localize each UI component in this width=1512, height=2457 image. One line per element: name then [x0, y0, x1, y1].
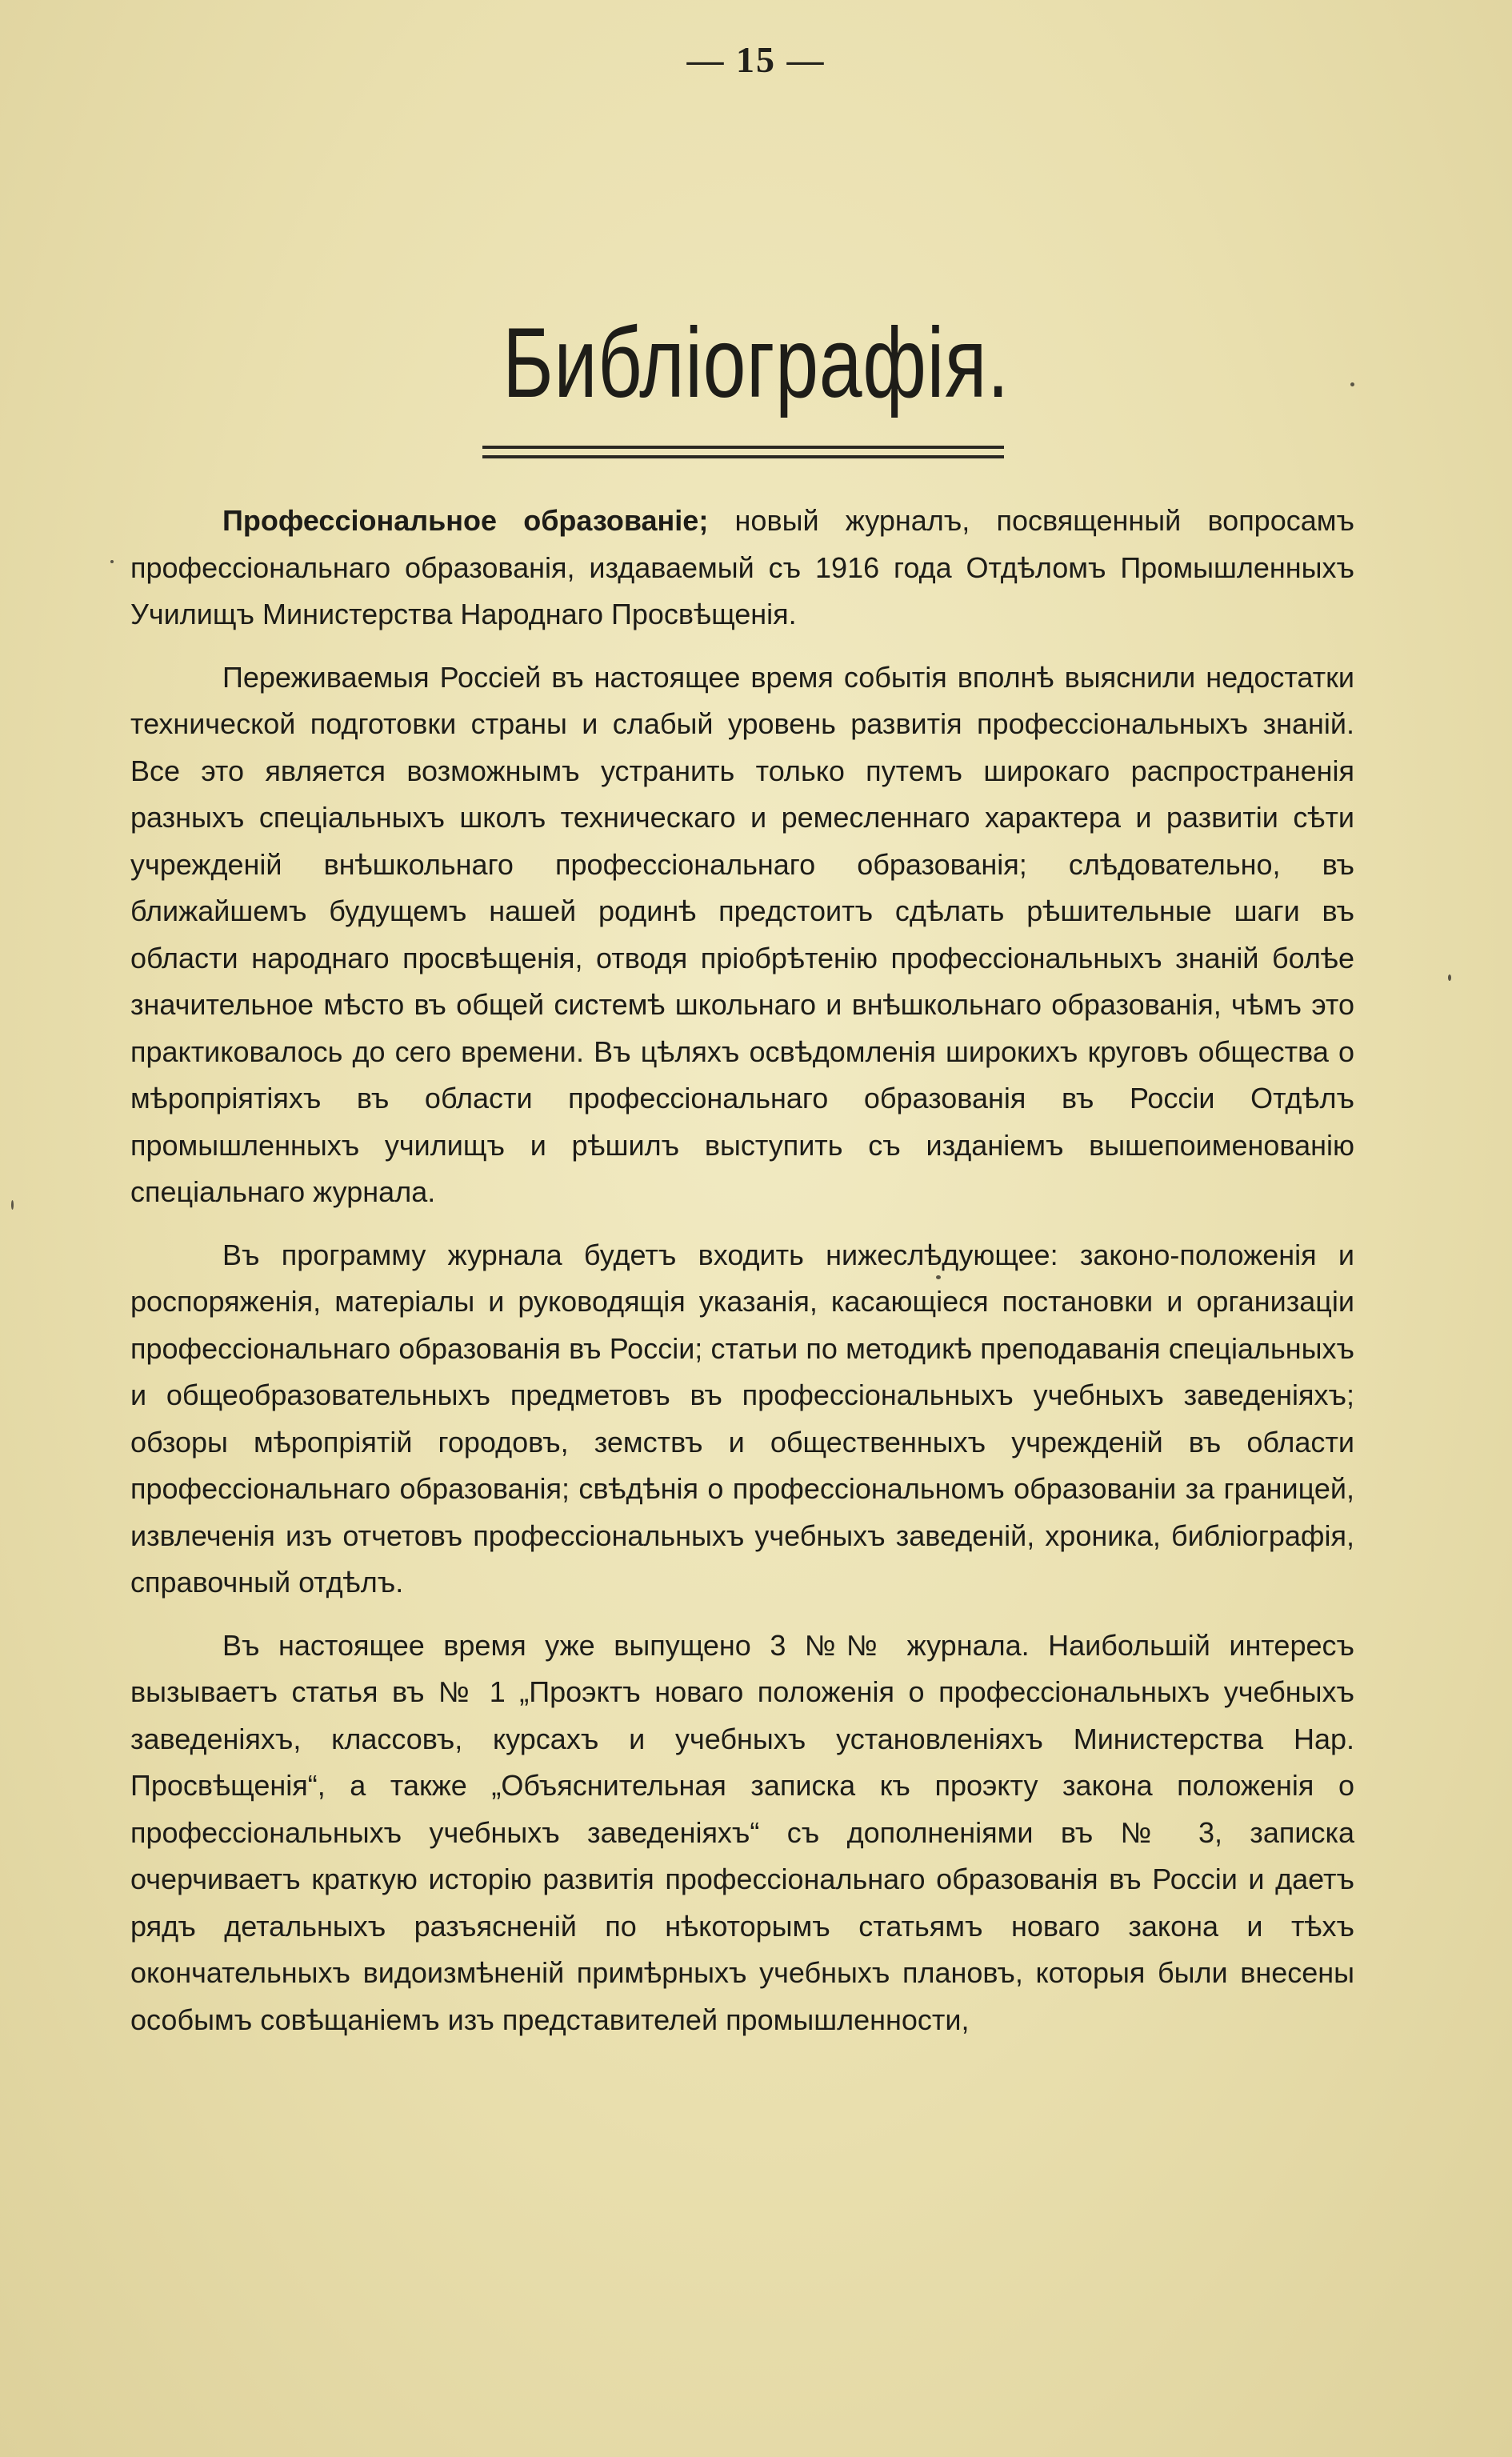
- paragraph-4: Въ настоящее время уже выпущено 3 №№ журнала. Наибольшій интересъ вызываетъ статья въ № 1 „Проэктъ новаго положенія о профессіональныхъ учебныхъ заведеніяхъ, классовъ, курсахъ и учебныхъ установленіяхъ Министерства Нар. Просвѣщенія“, а также „Объяснительная записка къ проэкту закона положенія о профессіональныхъ учебныхъ заведеніяхъ“ съ дополненіями въ № 3, записка очерчиваетъ краткую исторію развитія профессіональнаго образованія въ Россіи и даетъ рядъ детальныхъ разъясненій по нѣкоторымъ статьямъ новаго закона и тѣхъ окончательныхъ видоизмѣненій примѣрныхъ учебныхъ плановъ, которыя были внесены особымъ совѣщаніемъ изъ представителей промышленности,: [130, 1628, 1354, 2036]
- section-title: Библіографія.: [502, 308, 1010, 418]
- paper-speck: [110, 560, 114, 563]
- page-number: — 15 —: [686, 39, 826, 80]
- paper-speck: [936, 1275, 941, 1279]
- paragraph-2: Переживаемыя Россіей въ настоящее время событія вполнѣ выяснили недостатки технической подготовки страны и слабый уровень развитія профессіональныхъ знаній. Все это является возможнымъ устранить только путемъ широкаго распространенія разныхъ спеціальныхъ школъ техническаго и ремесленнаго характера и развитіи сѣти учрежденій внѣшкольнаго профессіональнаго образованія; слѣдовательно, въ ближайшемъ будущемъ нашей родинѣ предстоитъ сдѣлать рѣшительные шаги въ области народнаго просвѣщенія, отводя пріобрѣтенію профессіональныхъ знаній болѣе значительное мѣсто въ общей системѣ школьнаго и внѣшкольнаго образованія, чѣмъ это практиковалось до сего времени. Въ цѣляхъ освѣдомленія широкихъ круговъ общества о мѣропріятіяхъ въ области профессіональнаго образованія въ Россіи Отдѣлъ промышленныхъ училищъ и рѣшилъ выступить съ изданіемъ вышепоименованію спеціальнаго журнала.: [130, 660, 1354, 1208]
- article-body: [130, 498, 1354, 2043]
- paper-speck: [1448, 974, 1451, 981]
- title-underline-top: [482, 446, 1004, 449]
- paper-speck: [11, 1200, 14, 1210]
- paper-speck: [1350, 382, 1354, 386]
- journal-title: Профессіональное образованіе;: [222, 504, 709, 537]
- paragraph-1-text: новый журналъ, посвященный вопросамъ профессіональнаго образованія, издаваемый съ 1916 года Отдѣломъ Промышленныхъ Училищъ Министерства Народнаго Просвѣщенія.: [130, 504, 1354, 630]
- title-underline-bottom: [482, 455, 1004, 458]
- paragraph-3: Въ программу журнала будетъ входить нижеслѣдующее: законо-положенія и роспоряженія, матеріалы и руководящія указанія, касающіеся постановки и организаціи профессіональнаго образованія въ Россіи; статьи по методикѣ преподаванія спеціальныхъ и общеобразовательныхъ предметовъ въ профессіональныхъ учебныхъ заведеніяхъ; обзоры мѣропріятій городовъ, земствъ и общественныхъ учрежденій въ области профессіональнаго образованія; свѣдѣнія о профессіональномъ образованіи за границей, извлеченія изъ отчетовъ профессіональныхъ учебныхъ заведеній, хроника, библіографія, справочный отдѣлъ.: [130, 1238, 1354, 1599]
- paragraph-1: [130, 498, 1354, 638]
